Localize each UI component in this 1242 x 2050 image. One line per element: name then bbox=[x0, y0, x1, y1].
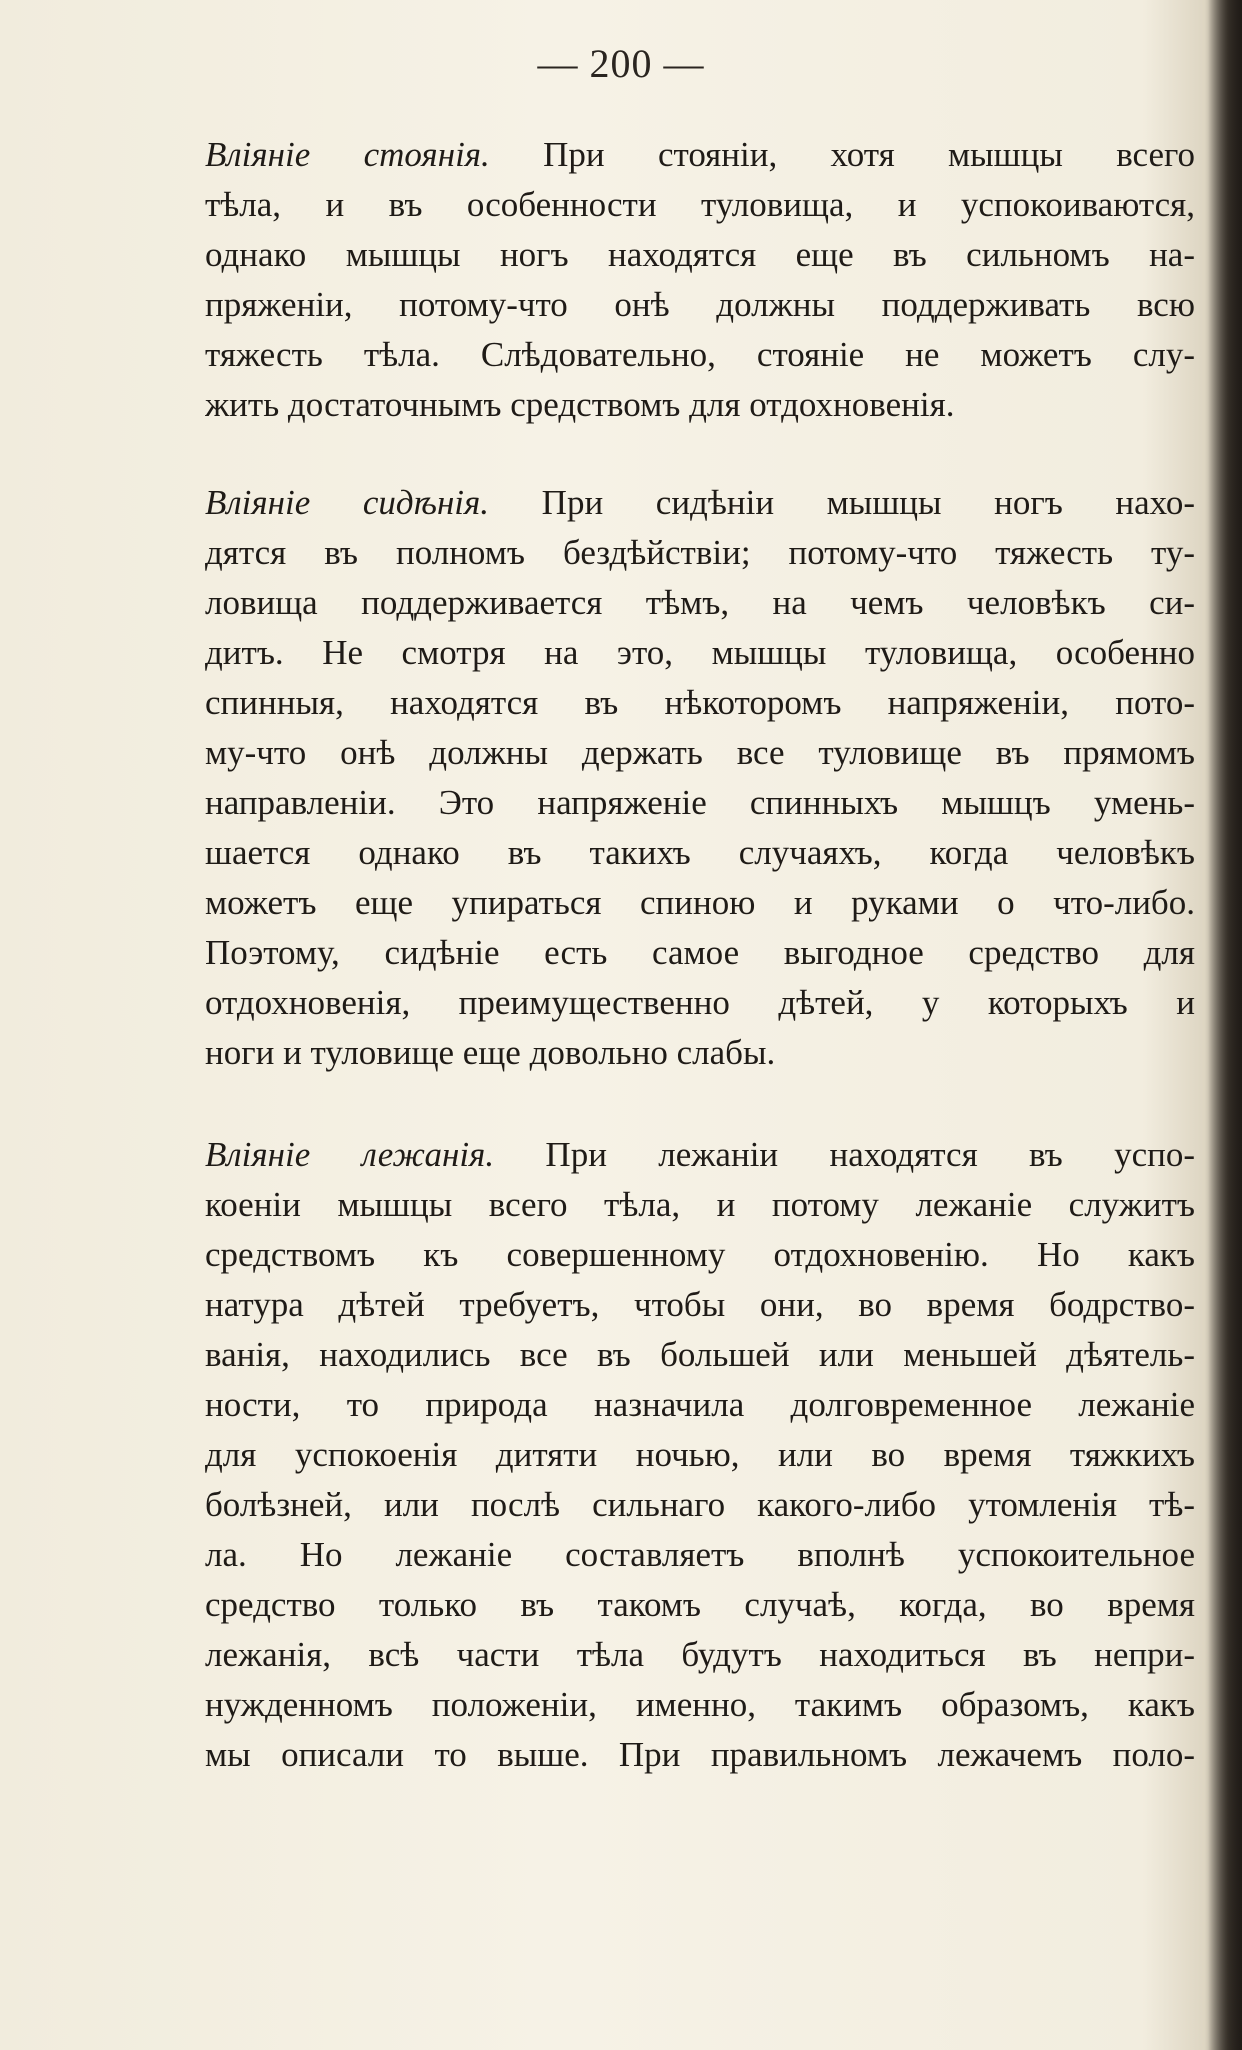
paragraph-line: ности, то природа назначила долговременное лежанiе bbox=[205, 1385, 1195, 1424]
page-binding-shadow bbox=[1208, 0, 1242, 2050]
paragraph-line: ла. Но лежанiе составляетъ вполнѣ успокоительное bbox=[205, 1535, 1195, 1574]
paragraph-line: Влiянiе сидѣнiя. При сидѣнiи мышцы ногъ нахо- bbox=[205, 483, 1195, 522]
paragraph-line: ноги и туловище еще довольно слабы. bbox=[205, 1033, 776, 1072]
paragraph-line: Влiянiе лежанiя. При лежанiи находятся въ успо- bbox=[205, 1135, 1195, 1174]
paragraph-line: пряженiи, потому-что онѣ должны поддерживать всю bbox=[205, 285, 1195, 324]
paragraph-line: спинныя, находятся въ нѣкоторомъ напряженiи, пото- bbox=[205, 683, 1195, 722]
paragraph-line: жить достаточнымъ средствомъ для отдохновенiя. bbox=[205, 385, 955, 424]
paragraph-line: коенiи мышцы всего тѣла, и потому лежанiе служитъ bbox=[205, 1185, 1195, 1224]
paragraph-line: дитъ. Не смотря на это, мышцы туловища, особенно bbox=[205, 633, 1195, 672]
paragraph-line: болѣзней, или послѣ сильнаго какого-либо утомленiя тѣ- bbox=[205, 1485, 1195, 1524]
paragraph-heading: Влiянiе стоянiя. bbox=[205, 135, 490, 174]
paragraph-line: тѣла, и въ особенности туловища, и успокоиваются, bbox=[205, 185, 1195, 224]
paragraph-lying bbox=[205, 1130, 1195, 1780]
paragraph-line: отдохновенiя, преимущественно дѣтей, у которыхъ и bbox=[205, 983, 1195, 1022]
paragraph-line: лежанiя, всѣ части тѣла будутъ находиться въ непри- bbox=[205, 1635, 1195, 1674]
paragraph-line: ванiя, находились все въ большей или меньшей дѣятель- bbox=[205, 1335, 1195, 1374]
paragraph-line: му-что онѣ должны держать все туловище въ прямомъ bbox=[205, 733, 1195, 772]
paragraph-line: ловища поддерживается тѣмъ, на чемъ человѣкъ си- bbox=[205, 583, 1195, 622]
paragraph-line: нужденномъ положенiи, именно, такимъ образомъ, какъ bbox=[205, 1685, 1195, 1724]
paragraph-line: дятся въ полномъ бездѣйствiи; потому-что тяжесть ту- bbox=[205, 533, 1195, 572]
paragraph-line: Поэтому, сидѣнiе есть самое выгодное средство для bbox=[205, 933, 1195, 972]
paragraph-line: однако мышцы ногъ находятся еще въ сильномъ на- bbox=[205, 235, 1195, 274]
paragraph-line: тяжесть тѣла. Слѣдовательно, стоянiе не можетъ слу- bbox=[205, 335, 1195, 374]
paragraph-sitting bbox=[205, 478, 1195, 1078]
paragraph-line: Влiянiе стоянiя. При стоянiи, хотя мышцы всего bbox=[205, 135, 1195, 174]
paragraph-line: для успокоенiя дитяти ночью, или во время тяжкихъ bbox=[205, 1435, 1195, 1474]
paragraph-standing bbox=[205, 130, 1195, 430]
paragraph-line: направленiи. Это напряженiе спинныхъ мышцъ умень- bbox=[205, 783, 1195, 822]
paragraph-line: натура дѣтей требуетъ, чтобы они, во время бодрство- bbox=[205, 1285, 1195, 1324]
paragraph-line: средство только въ такомъ случаѣ, когда, во время bbox=[205, 1585, 1195, 1624]
paragraph-line: шается однако въ такихъ случаяхъ, когда человѣкъ bbox=[205, 833, 1195, 872]
page-number: — 200 — bbox=[537, 41, 705, 86]
paragraph-line: мы описали то выше. При правильномъ лежачемъ поло- bbox=[205, 1735, 1195, 1774]
paragraph-heading: Влiянiе сидѣнiя. bbox=[205, 483, 490, 522]
paragraph-line: средствомъ къ совершенному отдохновенiю. Но какъ bbox=[205, 1235, 1195, 1274]
paragraph-heading: Влiянiе лежанiя. bbox=[205, 1135, 495, 1174]
paragraph-line: можетъ еще упираться спиною и руками о что-либо. bbox=[205, 883, 1195, 922]
